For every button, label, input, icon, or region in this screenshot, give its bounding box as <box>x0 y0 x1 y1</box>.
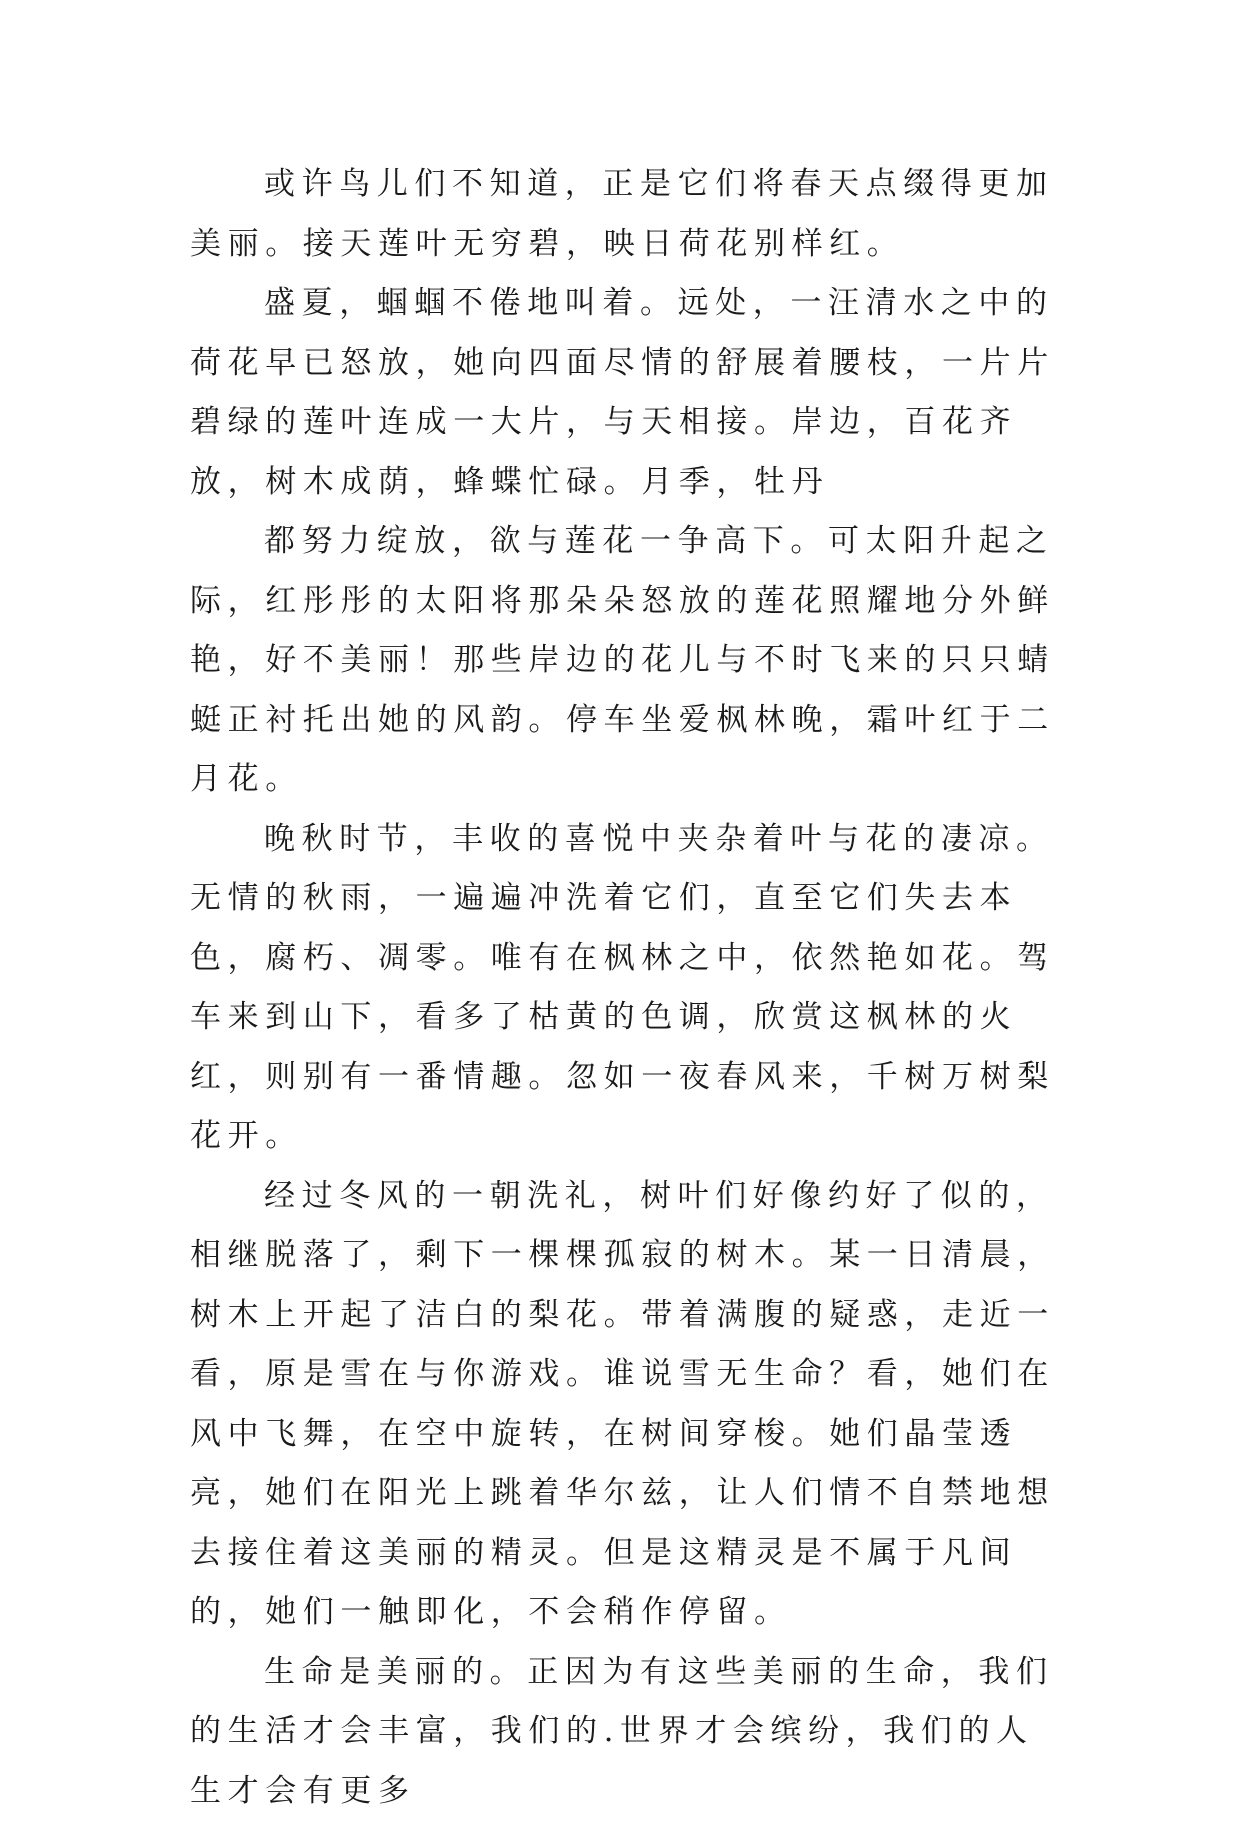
paragraph-autumn: 晚秋时节，丰收的喜悦中夹杂着叶与花的凄凉。无情的秋雨，一遍遍冲洗着它们，直至它们失去本色，腐朽、凋零。唯有在枫林之中，依然艳如花。驾车来到山下，看多了枯黄的色调，欣赏这枫林的火红，则别有一番情趣。忽如一夜春风来，千树万树梨花开。 <box>190 810 1070 1167</box>
paragraph-winter: 经过冬风的一朝洗礼，树叶们好像约好了似的，相继脱落了，剩下一棵棵孤寂的树木。某一日清晨，树木上开起了洁白的梨花。带着满腹的疑惑，走近一看，原是雪在与你游戏。谁说雪无生命？看，她们在风中飞舞，在空中旋转，在树间穿梭。她们晶莹透亮，她们在阳光上跳着华尔兹，让人们情不自禁地想去接住着这美丽的精灵。但是这精灵是不属于凡间的，她们一触即化，不会稍作停留。 <box>190 1167 1070 1643</box>
paragraph-summer: 盛夏，蝈蝈不倦地叫着。远处，一汪清水之中的荷花早已怒放，她向四面尽情的舒展着腰枝，一片片碧绿的莲叶连成一大片，与天相接。岸边，百花齐放，树木成荫，蜂蝶忙碌。月季，牡丹 <box>190 274 1070 512</box>
paragraph-life: 生命是美丽的。正因为有这些美丽的生命，我们的生活才会丰富，我们的.世界才会缤纷，我们的人生才会有更多 <box>190 1643 1070 1821</box>
paragraph-lotus: 都努力绽放，欲与莲花一争高下。可太阳升起之际，红彤彤的太阳将那朵朵怒放的莲花照耀地分外鲜艳，好不美丽！那些岸边的花儿与不时飞来的只只蜻蜓正衬托出她的风韵。停车坐爱枫林晚，霜叶红于二月花。 <box>190 512 1070 810</box>
paragraph-spring: 或许鸟儿们不知道，正是它们将春天点缀得更加美丽。接天莲叶无穷碧，映日荷花别样红。 <box>190 155 1070 274</box>
document-body <box>190 155 1070 1821</box>
